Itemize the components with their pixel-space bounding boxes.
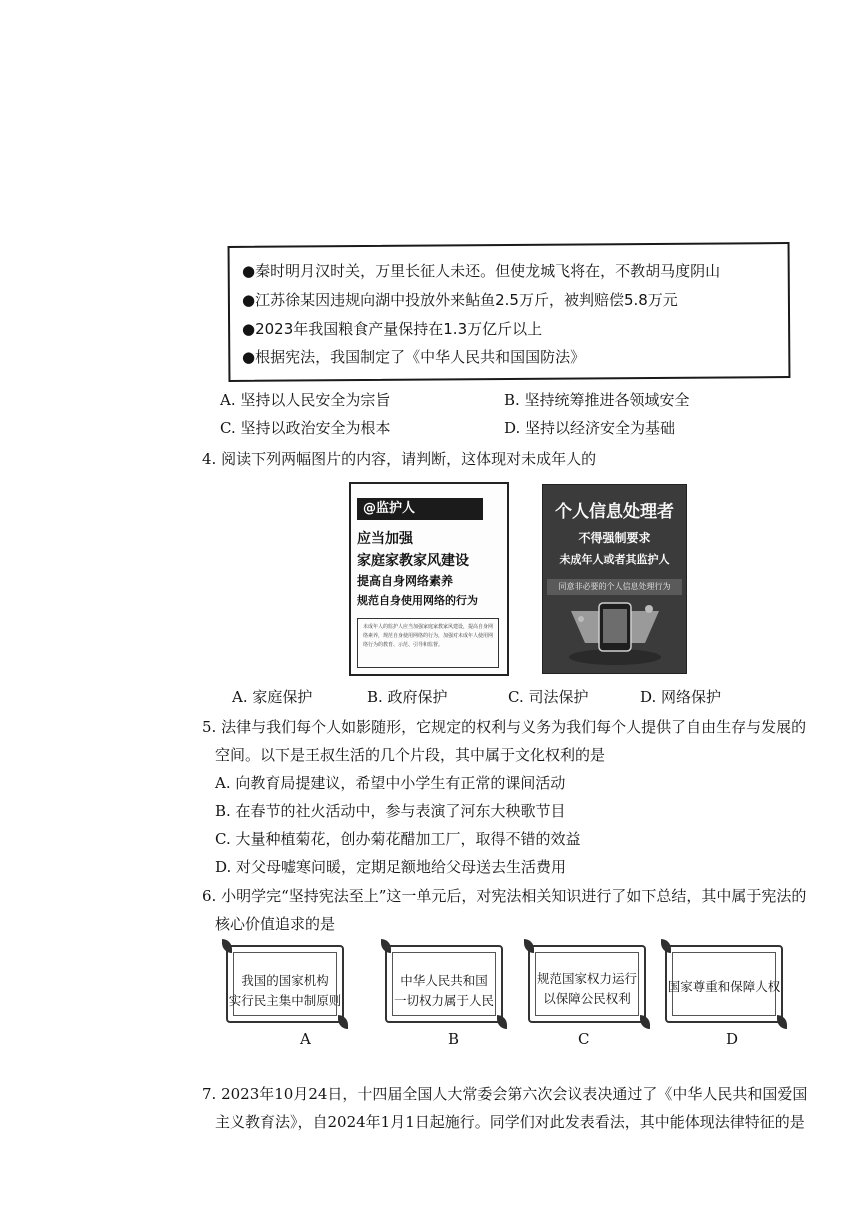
frame-line: 以保障公民权利 (543, 991, 631, 1006)
poster-note: 未成年人的监护人应当加强家庭家教家风建设，提高自身网络素养，规范自身使用网络的行为，加强对未成年人使用网络行为的教育、示范、引导和监督。 (357, 618, 499, 668)
frame-line: 中华人民共和国 (400, 973, 488, 988)
material-line: ●根据宪法，我国制定了《中华人民共和国国防法》 (242, 348, 586, 366)
leaf-icon (661, 939, 671, 953)
option-b: B. 坚持统筹推进各领域安全 (504, 391, 690, 409)
info-processor-poster (542, 484, 687, 674)
poster-line: 应当加强 (357, 531, 413, 547)
frame-letter: B (448, 1030, 460, 1048)
option-a: A. 向教育局提建议，希望中小学生有正常的课间活动 (215, 774, 566, 792)
question-stem: 核心价值追求的是 (215, 915, 336, 933)
frame-line: 国家尊重和保障人权 (667, 979, 781, 994)
poster-line: 家庭家教家风建设 (357, 553, 469, 569)
leaf-icon (338, 1015, 348, 1029)
frame-letter: A (300, 1030, 311, 1048)
material-line: ●2023年我国粮食产量保持在1.3万亿斤以上 (242, 320, 543, 338)
poster-tag: @监护人 (357, 498, 483, 520)
option-a: A. 家庭保护 (232, 688, 313, 706)
leaf-icon (640, 1015, 650, 1029)
leaf-icon (524, 939, 534, 953)
material-line: ●秦时明月汉时关，万里长征人未还。但使龙城飞将在，不教胡马度阴山 (242, 262, 721, 280)
option-d: D. 坚持以经济安全为基础 (504, 419, 676, 437)
option-b: B. 在春节的社火活动中，参与表演了河东大秧歌节目 (215, 802, 566, 820)
poster-line: 不得强制要求 (578, 531, 651, 545)
option-d: D. 对父母嘘寒问暖，定期足额地给父母送去生活费用 (215, 858, 567, 876)
leaf-icon (222, 939, 232, 953)
guardian-poster (349, 482, 509, 676)
material-line: ●江苏徐某因违规向湖中投放外来鲇鱼2.5万斤，被判赔偿5.8万元 (242, 291, 678, 309)
phone-illustration (561, 599, 669, 667)
question-stem: 4. 阅读下列两幅图片的内容，请判断，这体现对未成年人的 (202, 450, 597, 468)
frame-line: 实行民主集中制原则 (228, 993, 342, 1008)
option-c: C. 司法保护 (508, 688, 589, 706)
option-d: D. 网络保护 (640, 688, 722, 706)
frame-b (385, 945, 503, 1023)
question-stem: 5. 法律与我们每个人如影随形，它规定的权利与义务为我们每个人提供了自由生存与发展的 (202, 718, 807, 736)
poster-line: 未成年人或者其监护人 (559, 553, 670, 566)
poster-title: 个人信息处理者 (555, 502, 674, 522)
option-c: C. 坚持以政治安全为根本 (220, 419, 391, 437)
poster-band: 同意非必要的个人信息处理行为 (547, 579, 682, 595)
frame-a (226, 945, 344, 1023)
question-stem: 7. 2023年10月24日，十四届全国人大常委会第六次会议表决通过了《中华人民共和国爱国 (202, 1085, 808, 1103)
frame-line: 一切权力属于人民 (393, 993, 494, 1008)
leaf-icon (381, 939, 391, 953)
leaf-icon (777, 1015, 787, 1029)
frame-line: 规范国家权力运行 (536, 971, 637, 986)
frame-letter: C (578, 1030, 590, 1048)
question-stem: 主义教育法》，自2024年1月1日起施行。同学们对此发表看法，其中能体现法律特征的是 (215, 1113, 805, 1131)
option-c: C. 大量种植菊花，创办菊花醋加工厂，取得不错的效益 (215, 830, 581, 848)
poster-line: 规范自身使用网络的行为 (357, 594, 478, 607)
poster-line: 提高自身网络素养 (357, 574, 454, 588)
frame-d (665, 945, 783, 1023)
frame-letter: D (726, 1030, 739, 1048)
question-stem: 6. 小明学完“坚持宪法至上”这一单元后，对宪法相关知识进行了如下总结，其中属于宪法的 (202, 887, 807, 905)
frame-line: 我国的国家机构 (241, 973, 329, 988)
option-a: A. 坚持以人民安全为宗旨 (220, 391, 391, 409)
frame-c (528, 945, 646, 1023)
option-b: B. 政府保护 (367, 688, 448, 706)
question-stem: 空间。以下是王叔生活的几个片段，其中属于文化权利的是 (215, 746, 606, 764)
leaf-icon (497, 1015, 507, 1029)
